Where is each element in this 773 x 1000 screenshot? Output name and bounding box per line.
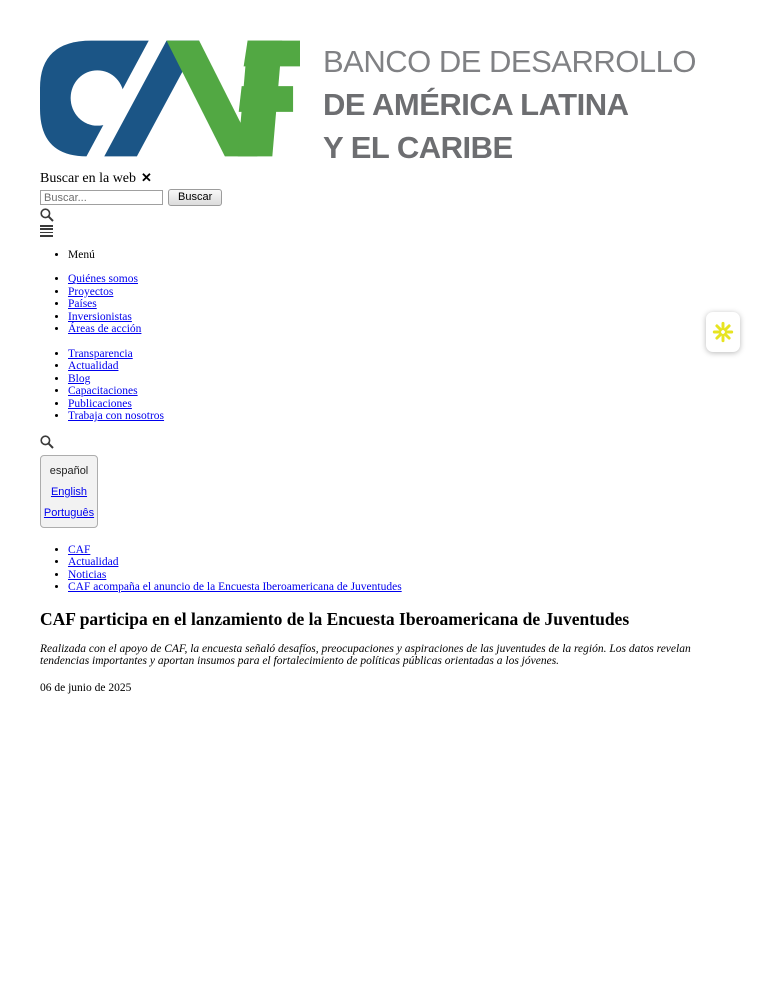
search-input[interactable]	[40, 190, 163, 205]
search-label: Buscar en la web	[40, 171, 137, 186]
nav-item	[68, 385, 737, 398]
accessibility-widget-button[interactable]	[706, 312, 740, 352]
nav-link-areas-de-accion[interactable]: Áreas de acción	[68, 323, 142, 336]
page-title: CAF participa en el lanzamiento de la Encuesta Iberoamericana de Juventudes	[40, 608, 630, 629]
language-link-portugues[interactable]: Português	[43, 506, 95, 519]
search-label-row	[40, 170, 737, 187]
nav-link-inversionistas[interactable]: Inversionistas	[68, 310, 132, 323]
nav-item	[68, 360, 737, 373]
search-icon[interactable]	[40, 208, 54, 222]
nav-item	[68, 311, 737, 324]
primary-nav	[40, 273, 737, 336]
breadcrumb-item	[68, 544, 737, 557]
breadcrumb-link-actualidad[interactable]: Actualidad	[68, 556, 119, 569]
nav-link-capacitaciones[interactable]: Capacitaciones	[68, 385, 138, 398]
menu-title-list	[40, 249, 737, 262]
nav-link-publicaciones[interactable]: Publicaciones	[68, 397, 132, 410]
nav-link-blog[interactable]: Blog	[68, 372, 91, 385]
nav-item	[68, 323, 737, 336]
search-icon[interactable]	[40, 435, 54, 449]
nav-link-actualidad[interactable]: Actualidad	[68, 360, 119, 373]
close-icon[interactable]: ✕	[141, 170, 152, 185]
nav-link-proyectos[interactable]: Proyectos	[68, 285, 114, 298]
nav-item	[68, 398, 737, 411]
brand-wordmark	[323, 40, 696, 169]
breadcrumb-link-noticias[interactable]: Noticias	[68, 568, 107, 581]
caf-logo-icon	[40, 40, 300, 157]
breadcrumb-link-current-article[interactable]: CAF acompaña el anuncio de la Encuesta Iberoamericana de Juventudes	[68, 581, 402, 594]
breadcrumb-item	[68, 556, 737, 569]
breadcrumb-item	[68, 569, 737, 582]
nav-item	[68, 273, 737, 286]
language-current: español	[49, 464, 89, 477]
article-date: 06 de junio de 2025	[40, 681, 132, 694]
breadcrumb	[40, 544, 737, 594]
breadcrumb-item	[68, 581, 737, 594]
wordmark-line-2: DE AMÉRICA LATINA	[323, 87, 629, 122]
nav-link-trabaja-con-nosotros[interactable]: Trabaja con nosotros	[68, 410, 165, 423]
nav-item	[68, 348, 737, 361]
secondary-nav	[40, 348, 737, 423]
breadcrumb-link-caf[interactable]: CAF	[68, 543, 91, 556]
language-selector	[40, 455, 98, 528]
language-link-english[interactable]: English	[50, 485, 88, 498]
nav-link-paises[interactable]: Países	[68, 298, 97, 311]
article-summary: Realizada con el apoyo de CAF, la encuesta señaló desafíos, preocupaciones y aspiraciones de las juventudes de la región. Los datos revelan tendencias importantes y aportan insumos para el fortalecimiento de políticas públicas orientadas a los jóvenes.	[40, 642, 691, 668]
wordmark-line-3: Y EL CARIBE	[323, 130, 513, 165]
menu-icon[interactable]	[40, 225, 53, 237]
nav-item	[68, 298, 737, 311]
menu-title: • Menú	[68, 249, 737, 262]
nav-item	[68, 373, 737, 386]
asterisk-icon	[712, 321, 734, 343]
nav-item	[68, 410, 737, 423]
nav-link-transparencia[interactable]: Transparencia	[68, 347, 133, 360]
header-brand	[40, 40, 737, 169]
nav-link-quienes-somos[interactable]: Quiénes somos	[68, 273, 138, 286]
search-button[interactable]: Buscar	[168, 189, 222, 206]
search-form	[40, 189, 737, 206]
wordmark-line-1: BANCO DE DESARROLLO	[323, 44, 696, 79]
nav-item	[68, 286, 737, 299]
